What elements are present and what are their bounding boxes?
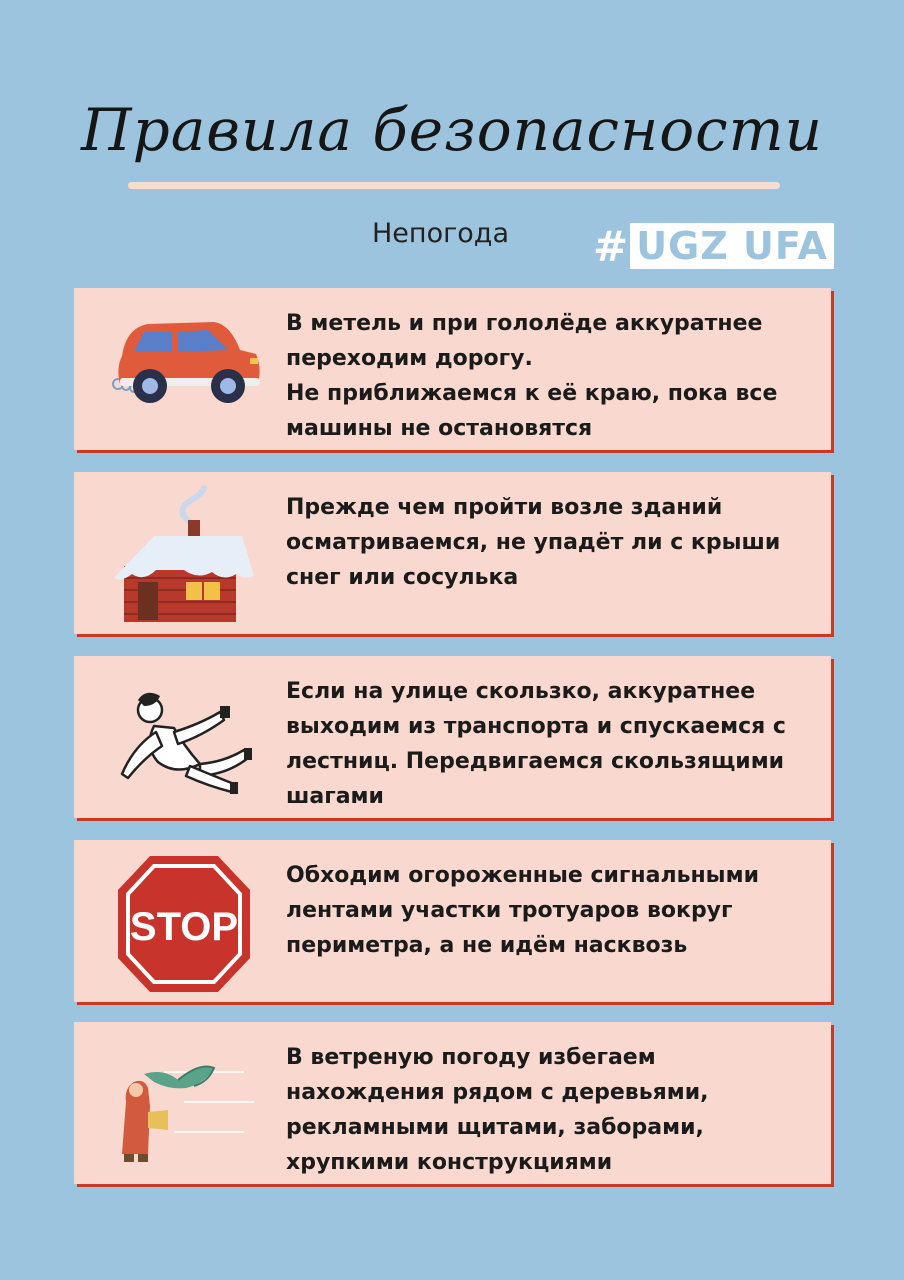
hashtag bbox=[593, 223, 834, 269]
title-underline bbox=[128, 182, 780, 189]
page-subtitle: Непогода bbox=[372, 218, 510, 249]
windy-person-icon bbox=[104, 1032, 264, 1172]
rule-text-1: В метель и при гололёде аккуратнее переходим дорогу. Не приближаемся к её краю, пока все машины не остановятся bbox=[286, 311, 778, 441]
snowy-house-icon bbox=[104, 482, 264, 622]
rule-card-2 bbox=[74, 472, 831, 634]
stop-sign-icon bbox=[104, 850, 264, 990]
hashtag-symbol: # bbox=[593, 221, 629, 271]
page-title: Правила безопасности bbox=[81, 96, 823, 164]
rule-card-5 bbox=[74, 1022, 831, 1184]
rule-card-3 bbox=[74, 656, 831, 818]
rule-text-4: Обходим огороженные сигнальными лентами участки тротуаров вокруг периметра, а не идём насквозь bbox=[286, 863, 759, 958]
hashtag-text: UGZ UFA bbox=[630, 223, 834, 269]
rule-text-5: В ветреную погоду избегаем нахождения рядом с деревьями, рекламными щитами, заборами, хрупкими конструкциями bbox=[286, 1045, 709, 1175]
rule-card-1 bbox=[74, 288, 831, 450]
rule-text-2: Прежде чем пройти возле зданий осматриваемся, не упадёт ли с крыши снег или сосулька bbox=[286, 495, 781, 590]
car-icon bbox=[104, 298, 264, 438]
stop-sign-text: STOP bbox=[129, 905, 239, 949]
rule-text-3: Если на улице скользко, аккуратнее выходим из транспорта и спускаемся с лестниц. Передвигаемся скользящими шагами bbox=[286, 679, 786, 809]
rule-card-4 bbox=[74, 840, 831, 1002]
slipping-person-icon bbox=[104, 666, 264, 806]
